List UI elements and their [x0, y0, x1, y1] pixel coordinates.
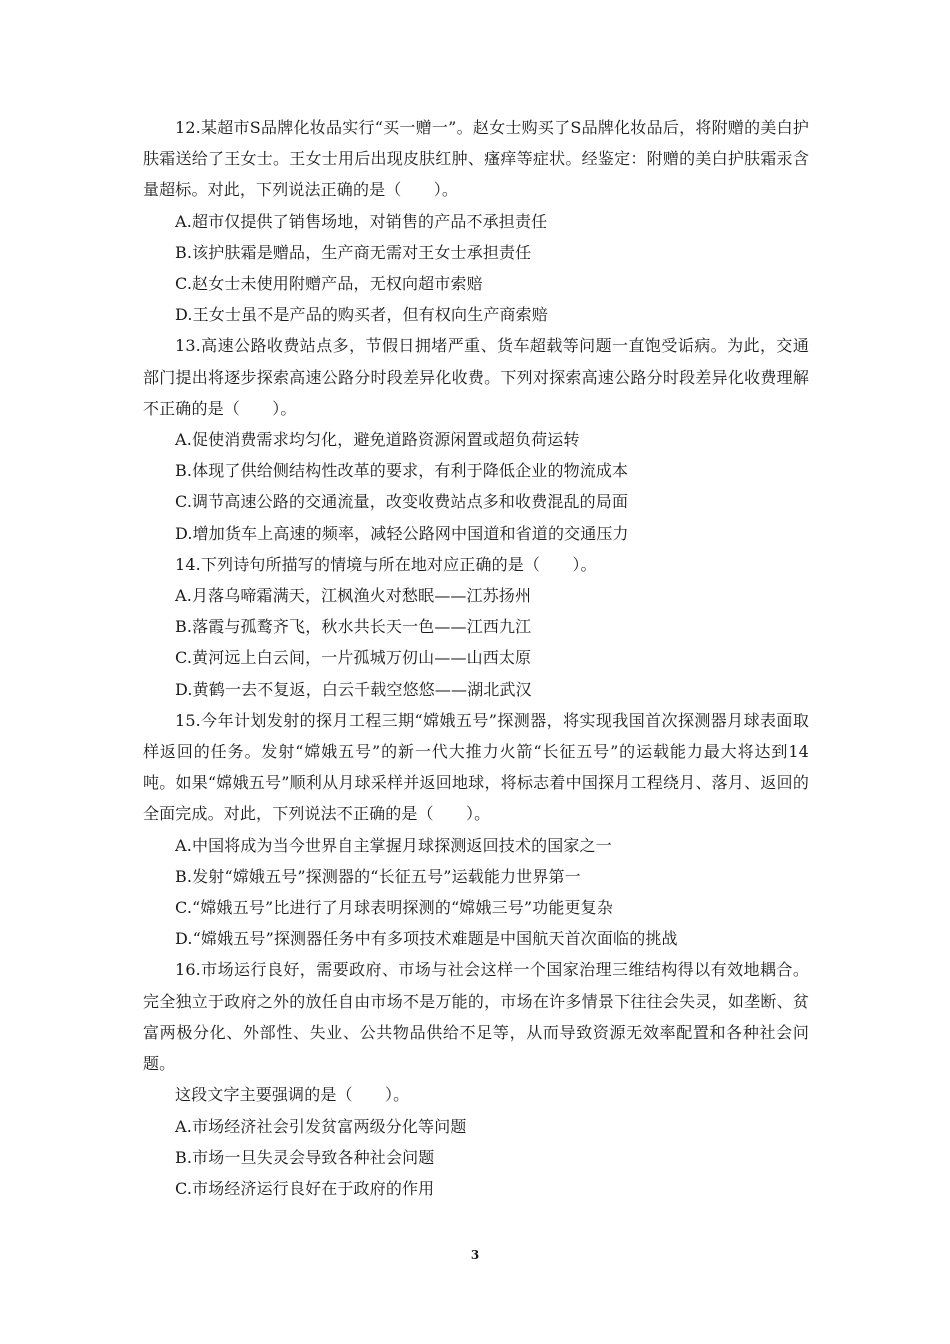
option-d: D.“嫦娥五号”探测器任务中有多项技术难题是中国航天首次面临的挑战: [175, 929, 678, 949]
question-15: [143, 705, 809, 955]
option-a: A.市场经济社会引发贫富两级分化等问题: [175, 1116, 467, 1136]
option-b: B.体现了供给侧结构性改革的要求，有利于降低企业的物流成本: [175, 461, 629, 481]
question-stem: 12.某超市S品牌化妆品实行“买一赠一”。赵女士购买了S品牌化妆品后，将附赠的美白护肤霜送给了王女士。王女士用后出现皮肤红肿、瘙痒等症状。经鉴定：附赠的美白护肤霜汞含量超标。对此，下列说法正确的是（ ）。: [143, 118, 809, 200]
page-number: 3: [470, 1248, 480, 1262]
option-b: B.市场一旦失灵会导致各种社会问题: [175, 1147, 435, 1167]
document-body: [143, 112, 809, 1204]
question-stem: 13.高速公路收费站点多，节假日拥堵严重、货车超载等问题一直饱受诟病。为此，交通部门提出将逐步探索高速公路分时段差异化收费。下列对探索高速公路分时段差异化收费理解不正确的是（ ）。: [143, 336, 809, 418]
option-c: C.“嫦娥五号”比进行了月球表明探测的“嫦娥三号”功能更复杂: [175, 898, 613, 918]
question-prompt: 这段文字主要强调的是（ ）。: [175, 1085, 410, 1105]
option-c: C.市场经济运行良好在于政府的作用: [175, 1178, 435, 1198]
option-d: D.王女士虽不是产品的购买者，但有权向生产商索赔: [175, 305, 548, 325]
option-a: A.促使消费需求均匀化，避免道路资源闲置或超负荷运转: [175, 430, 580, 450]
option-d: D.黄鹤一去不复返，白云千载空悠悠——湖北武汉: [175, 679, 532, 699]
question-13: [143, 330, 809, 548]
option-a: A.中国将成为当今世界自主掌握月球探测返回技术的国家之一: [175, 835, 612, 855]
option-b: B.该护肤霜是赠品，生产商无需对王女士承担责任: [175, 242, 532, 262]
question-passage: 16.市场运行良好，需要政府、市场与社会这样一个国家治理三维结构得以有效地耦合。完全独立于政府之外的放任自由市场不是万能的，市场在许多情景下往往会失灵，如垄断、贫富两极分化、外部性、失业、公共物品供给不足等，从而导致资源无效率配置和各种社会问题。: [143, 960, 809, 1074]
question-14: [143, 549, 809, 705]
option-a: A.超市仅提供了销售场地，对销售的产品不承担责任: [175, 211, 548, 231]
question-stem: 15.今年计划发射的探月工程三期“嫦娥五号”探测器，将实现我国首次探测器月球表面取样返回的任务。发射“嫦娥五号”的新一代大推力火箭“长征五号”的运载能力最大将达到14吨。如果“嫦娥五号”顺利从月球采样并返回地球，将标志着中国探月工程绕月、落月、返回的全面完成。对此，下列说法不正确的是（ ）。: [143, 710, 809, 824]
option-d: D.增加货车上高速的频率，减轻公路网中国道和省道的交通压力: [175, 523, 629, 543]
question-16: [143, 954, 809, 1204]
question-stem: 14.下列诗句所描写的情境与所在地对应正确的是（ ）。: [175, 554, 597, 574]
option-b: B.发射“嫦娥五号”探测器的“长征五号”运载能力世界第一: [175, 866, 581, 886]
option-b: B.落霞与孤鹜齐飞，秋水共长天一色——江西九江: [175, 617, 532, 637]
option-a: A.月落乌啼霜满天，江枫渔火对愁眠——江苏扬州: [175, 586, 532, 606]
option-c: C.黄河远上白云间，一片孤城万仞山——山西太原: [175, 648, 532, 668]
option-c: C.赵女士未使用附赠产品，无权向超市索赔: [175, 274, 483, 294]
question-12: [143, 112, 809, 330]
option-c: C.调节高速公路的交通流量，改变收费站点多和收费混乱的局面: [175, 492, 629, 512]
